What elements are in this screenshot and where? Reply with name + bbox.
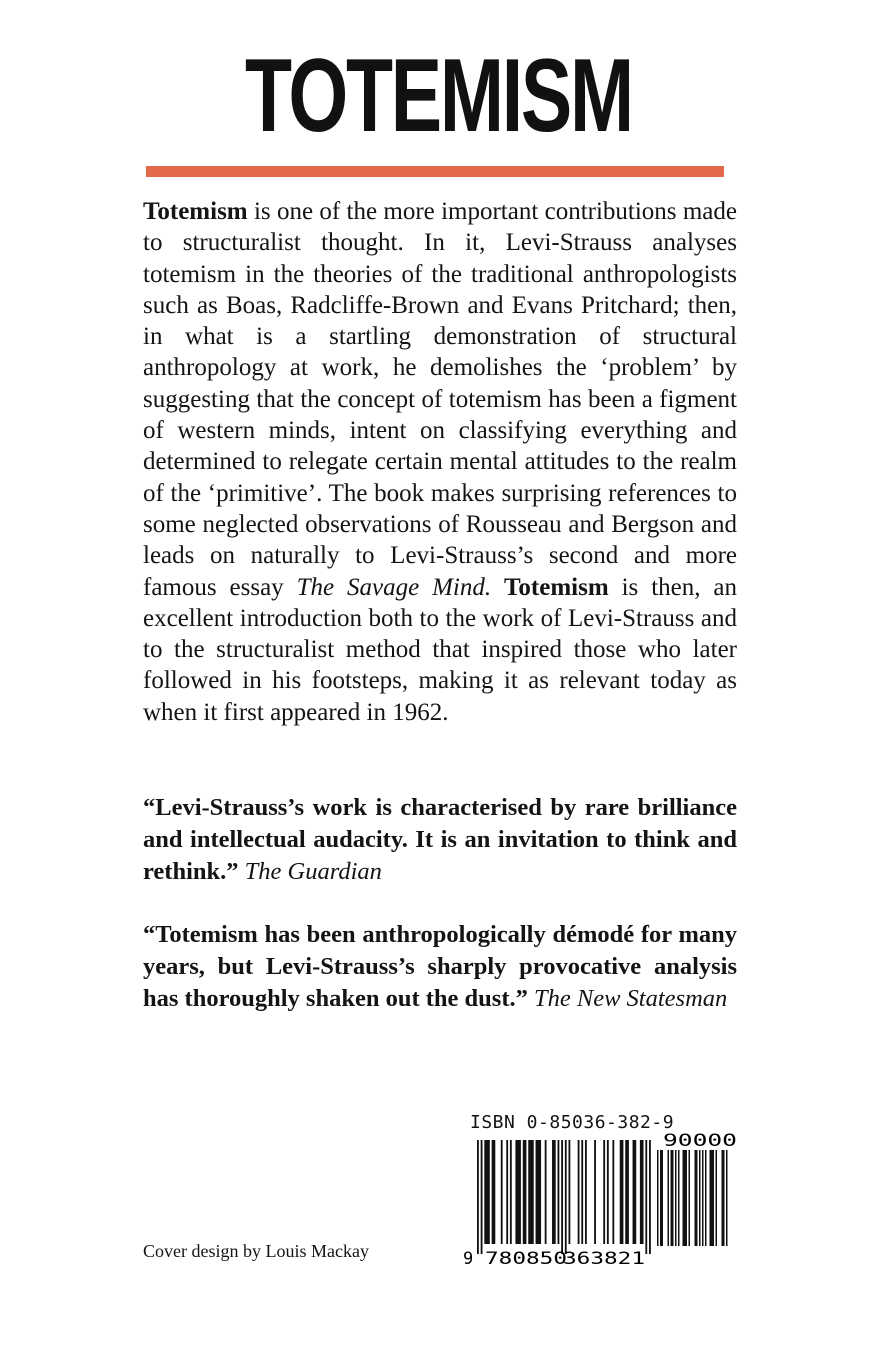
barcode-bar	[569, 1140, 571, 1244]
cover-design-credit: Cover design by Louis Mackay	[143, 1241, 369, 1261]
barcode-addon-bar	[683, 1150, 688, 1246]
review-quote-text: “Totemism has been anthropologically démodé for many years, but Levi-Strauss’s sharply provocative analysis has thoroughly shaken out the dust.”	[143, 921, 737, 1012]
barcode-bar	[585, 1140, 587, 1244]
barcode-addon-bars	[657, 1150, 728, 1246]
barcode-bar	[510, 1140, 512, 1244]
barcode-addon-bar	[705, 1150, 707, 1246]
barcode-addon-bar	[702, 1150, 704, 1246]
barcode-bar	[607, 1140, 609, 1244]
isbn-label: ISBN 0-85036-382-9	[470, 1112, 675, 1133]
barcode-addon-bar	[726, 1150, 728, 1246]
barcode-bar	[492, 1140, 496, 1244]
barcode-addon-bar	[678, 1150, 680, 1246]
barcode-addon-bar	[722, 1150, 725, 1246]
book-name-bold: Totemism	[143, 198, 248, 225]
barcode-bar	[536, 1140, 541, 1244]
barcode-bar	[603, 1140, 605, 1244]
barcode	[463, 1128, 743, 1278]
barcode-bar	[620, 1140, 624, 1244]
barcode-addon-bar	[668, 1150, 670, 1246]
barcode-bar	[545, 1140, 547, 1244]
barcode-left-digits: 780850	[485, 1249, 567, 1269]
barcode-bar	[561, 1140, 563, 1254]
barcode-bar	[594, 1140, 596, 1244]
referenced-title: The Savage Mind.	[296, 573, 492, 601]
accent-rule-bar	[146, 166, 724, 177]
barcode-bar	[645, 1140, 647, 1254]
barcode-first-digit: 9	[463, 1249, 474, 1269]
barcode-bar	[481, 1140, 483, 1254]
barcode-addon-digits: 90000	[663, 1131, 737, 1151]
description-paragraph	[143, 196, 737, 728]
barcode-addon-bar	[699, 1150, 701, 1246]
review-quote-2	[143, 919, 737, 1015]
barcode-bar	[558, 1140, 560, 1244]
review-quote-text: “Levi-Strauss’s work is characterised by rare brilliance and intellectual audacity. It is an invitation to think and rethink.”	[143, 794, 737, 885]
barcode-bar	[578, 1140, 580, 1244]
barcode-addon-bar	[689, 1150, 691, 1246]
review-source: The Guardian	[244, 858, 382, 885]
barcode-bar	[477, 1140, 479, 1254]
barcode-addon-bar	[660, 1150, 663, 1246]
barcode-addon-bar	[671, 1150, 674, 1246]
barcode-addon-bar	[675, 1150, 677, 1246]
book-title: TOTEMISM	[244, 38, 632, 154]
barcode-bar	[625, 1140, 629, 1244]
barcode-bar	[640, 1140, 644, 1244]
barcode-bar	[484, 1140, 489, 1244]
review-quote-1	[143, 792, 737, 888]
barcode-bar	[633, 1140, 637, 1244]
barcode-addon-bar	[710, 1150, 715, 1246]
barcode-bar	[506, 1140, 508, 1244]
barcode-bar	[528, 1140, 533, 1244]
barcode-bar	[649, 1140, 651, 1254]
review-source: The New Statesman	[533, 985, 728, 1012]
barcode-bar	[501, 1140, 503, 1244]
barcode-addon-bar	[716, 1150, 718, 1246]
book-name-bold-2: Totemism	[504, 573, 609, 601]
barcode-main-bars	[477, 1140, 651, 1254]
barcode-bar	[565, 1140, 567, 1254]
barcode-bar	[612, 1140, 614, 1244]
barcode-bar	[552, 1140, 556, 1244]
description-text-1: is one of the more important contributions made to structuralist thought. In it, Levi-Strauss analyses totemism in the theories of the traditional anthropologists such as Boas, Radcliffe-Brown and Evans Pritchard; then, in what is a startling demonstration of structural anthropology at work, he demolishes the ‘problem’ by suggesting that the concept of totemism has been a figment of western minds, intent on classifying everything and determined to relegate certain mental attitudes to the realm of the ‘primitive’. The book makes surprising references to some neglected observations of Rousseau and Bergson and leads on naturally to Levi-Strauss’s second and more famous essay	[143, 198, 737, 601]
barcode-addon-bar	[695, 1150, 698, 1246]
barcode-addon-bar	[657, 1150, 659, 1246]
accent-rule	[146, 166, 724, 177]
barcode-bar	[581, 1140, 583, 1244]
barcode-bar	[523, 1140, 527, 1244]
description-text-2: is then, an excellent introduction both to the work of Levi-Strauss and to the structuralist method that inspired those who later followed in his footsteps, making it as relevant today as when it first appeared in 1962.	[143, 573, 737, 726]
barcode-bar	[515, 1140, 520, 1244]
barcode-right-digits: 363821	[563, 1249, 645, 1269]
